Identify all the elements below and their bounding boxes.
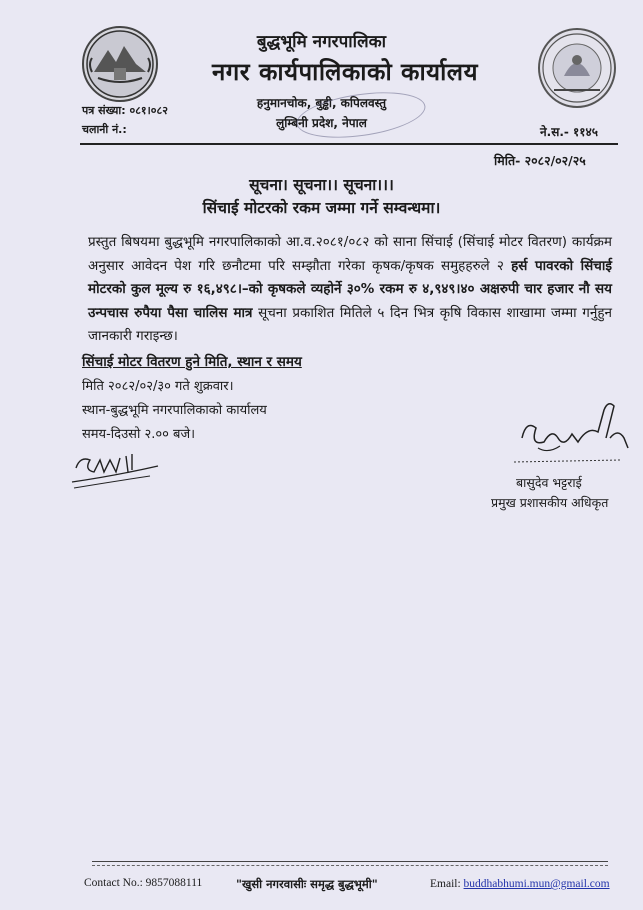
- officer-signature: [508, 398, 636, 472]
- schedule-heading: सिंचाई मोटर वितरण हुने मिति, स्थान र समय: [82, 354, 302, 370]
- initials-signature: [70, 446, 162, 492]
- dispatch-number: चलानी नं.:: [82, 123, 127, 136]
- subject-line: सिंचाई मोटरको रकम जम्मा गर्ने सम्वन्धमा।: [202, 199, 441, 217]
- body-text-2: सूचना प्रकाशित मितिले ५ दिन भित्र कृषि विकास शाखामा जम्मा गर्नुहुन जानकारी गराइन्छ।: [88, 304, 612, 344]
- notice-heading: सूचना। सूचना।। सूचना।।।: [249, 176, 394, 194]
- signatory-name: बासुदेव भट्टराई: [516, 475, 582, 490]
- footer-rule: [92, 861, 608, 862]
- address-line-1: हनुमानचोक, बुड्ढी, कपिलवस्तु: [256, 96, 387, 110]
- footer-rule-dashed: [92, 865, 608, 866]
- header-divider: [80, 143, 618, 145]
- body-text-bold: हर्स पावरको सिंचाई मोटरको कुल मूल्य रु १६,४९८।–को कृषकले व्यहोर्ने ३०% रकम रु ४,९४९।४० अक्षरुपी चार हजार नौ सय उन्पचास रुपैया पैसा चालिस मात्र: [88, 257, 612, 321]
- email-label: Email:: [430, 878, 461, 890]
- office-title: नगर कार्यपालिकाको कार्यालय: [211, 58, 479, 86]
- email-link[interactable]: buddhabhumi.mun@gmail.com: [463, 878, 610, 890]
- address-line-2: लुम्बिनी प्रदेश, नेपाल: [276, 116, 367, 130]
- footer-email: [430, 878, 610, 890]
- signatory-title: प्रमुख प्रशासकीय अधिकृत: [491, 495, 609, 510]
- municipality-name: बुद्धभूमि नगरपालिका: [256, 32, 387, 52]
- schedule-place: स्थान-बुद्धभूमि नगरपालिकाको कार्यालय: [82, 403, 267, 418]
- body-paragraph: [88, 231, 612, 349]
- contact-number: Contact No.: 9857088111: [84, 877, 203, 889]
- schedule-date: मिति २०८२/०२/३० गते शुक्रवार।: [82, 379, 234, 394]
- ns-number: ने.स.- ११४५: [540, 125, 599, 139]
- footer-slogan: "खुसी नगरवासीः समृद्ध बुद्धभूमी": [236, 877, 378, 891]
- body-text-1: प्रस्तुत बिषयमा बुद्धभूमि नगरपालिकाको आ.व.२०८१/०८२ को साना सिंचाई (सिंचाई मोटर वितरण) कार्यक्रम अनुसार आवेदन पेश गरि छनौटमा परि सम्झौता गरेका कृषक/कृषक समुहहरुले २: [88, 234, 612, 274]
- schedule-time: समय-दिउसो २.०० बजे।: [82, 427, 196, 442]
- letter-number: पत्र संख्या: ०८१।०८२: [82, 104, 168, 117]
- letter-date: मिति- २०८२/०२/२५: [494, 153, 586, 168]
